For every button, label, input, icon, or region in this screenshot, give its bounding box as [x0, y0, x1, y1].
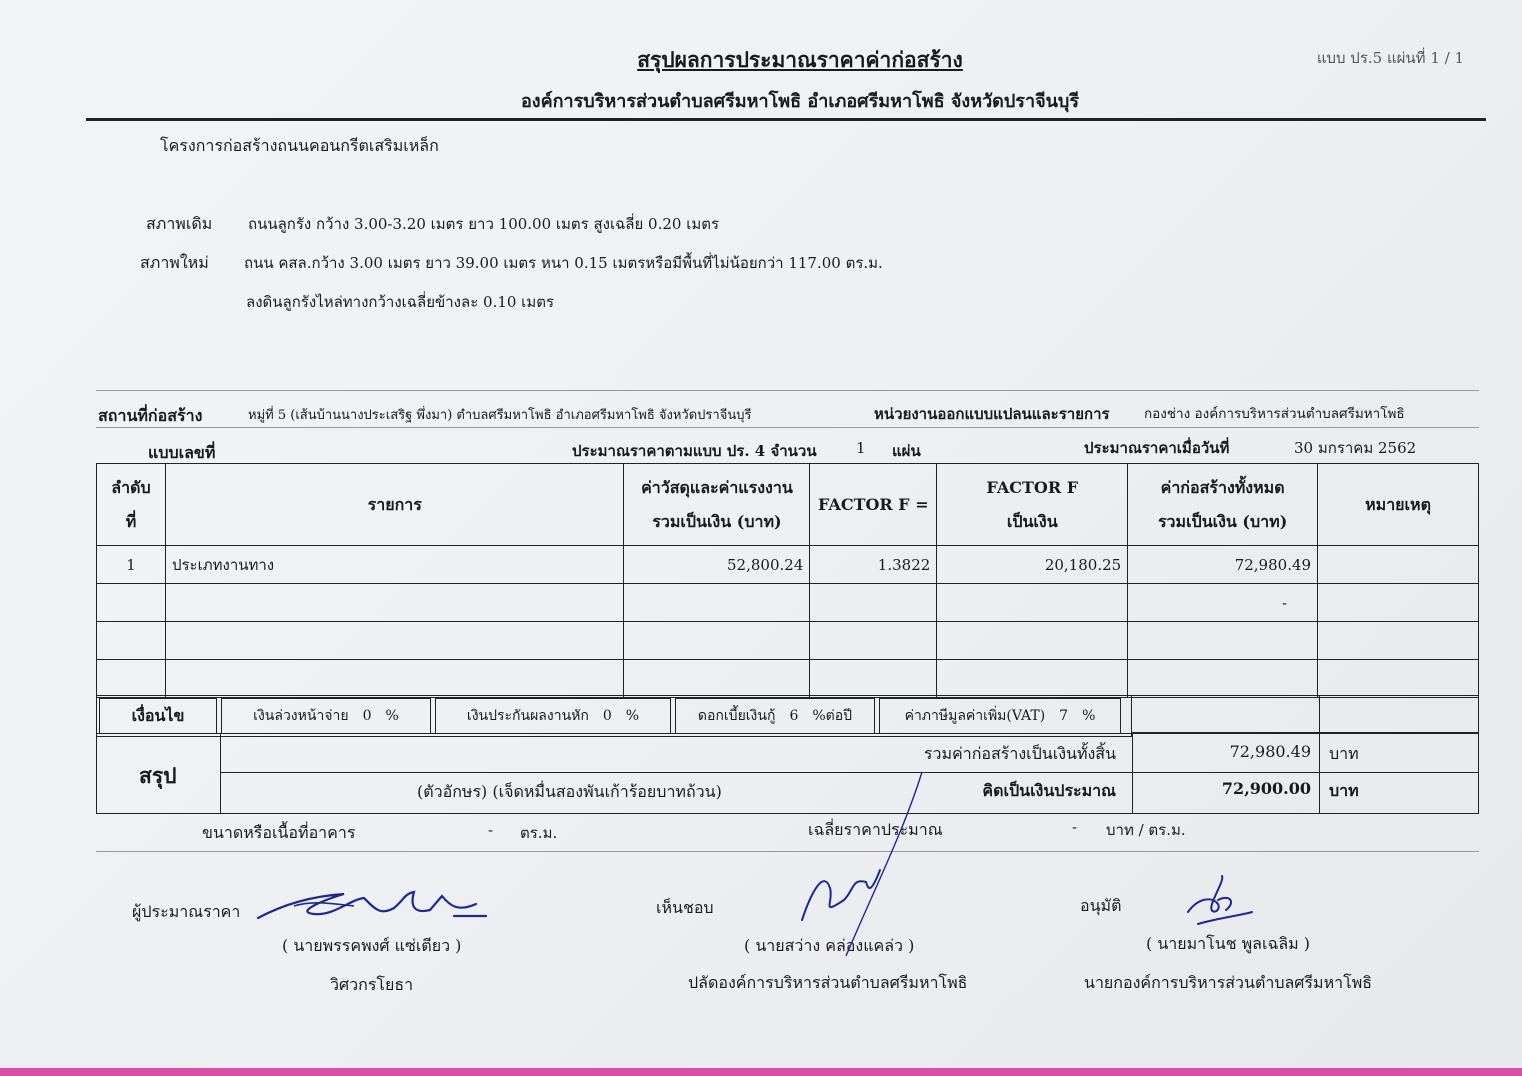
conditions-row [96, 695, 1132, 737]
col-header-total: ค่าก่อสร้างทั้งหมด รวมเป็นเงิน (บาท) [1128, 464, 1318, 546]
col-header-factor-money: FACTOR F เป็นเงิน [937, 464, 1128, 546]
row-item: ประเภทงานทาง [165, 546, 624, 584]
building-size-unit: ตร.ม. [520, 824, 558, 842]
drawing-no-label: แบบเลขที่ [148, 443, 216, 462]
estimator-label: ผู้ประมาณราคา [132, 902, 241, 921]
row-total: 72,980.49 [1128, 546, 1318, 584]
row-cost [624, 584, 810, 622]
row-factor: 1.3822 [810, 546, 937, 584]
site-label: สถานที่ก่อสร้าง [98, 406, 203, 425]
row-factor-money: 20,180.25 [937, 546, 1128, 584]
design-unit-value: กองช่าง องค์การบริหารส่วนตำบลศรีมหาโพธิ [1144, 406, 1405, 422]
row-factor-money [937, 660, 1128, 698]
new-condition-value-2: ลงดินลูกรังไหล่ทางกว้างเฉลี่ยข้างละ 0.10 เมตร [246, 293, 554, 311]
table-row [97, 622, 1479, 660]
building-size-value: - [488, 821, 494, 839]
design-unit-label: หน่วยงานออกแบบแปลนและรายการ [874, 405, 1110, 423]
old-condition-value: ถนนลูกรัง กว้าง 3.00-3.20 เมตร ยาว 100.00 เมตร สูงเฉลี่ย 0.20 เมตร [248, 215, 720, 233]
row-no [97, 584, 166, 622]
row-total [1128, 660, 1318, 698]
col-header-item: รายการ [165, 464, 624, 546]
approx-value: 72,900.00 [1221, 779, 1311, 798]
approve-title: นายกองค์การบริหารส่วนตำบลศรีมหาโพธิ [1084, 973, 1373, 992]
row-remark [1318, 622, 1479, 660]
row-factor [810, 584, 937, 622]
col-header-factor: FACTOR F = [810, 464, 937, 546]
col-header-cost: ค่าวัสดุและค่าแรงงาน รวมเป็นเงิน (บาท) [624, 464, 810, 546]
table-row [97, 546, 1479, 584]
agree-label: เห็นชอบ [656, 898, 714, 917]
row-remark [1318, 584, 1479, 622]
old-condition-label: สภาพเดิม [146, 214, 213, 233]
date-value: 30 มกราคม 2562 [1294, 439, 1417, 457]
agree-name: ( นายสว่าง คล่องแคล่ว ) [744, 936, 915, 955]
estimator-signature [254, 886, 494, 926]
form-number: แบบ ปร.5 แผ่นที่ 1 / 1 [1316, 49, 1464, 67]
date-label: ประมาณราคาเมื่อวันที่ [1084, 439, 1230, 457]
retention: เงินประกันผลงานหัก 0 % [435, 698, 671, 734]
avg-price-value: - [1072, 818, 1078, 836]
conditions-label: เงื่อนไข [99, 698, 217, 734]
advance-payment: เงินล่วงหน้าจ่าย 0 % [221, 698, 431, 734]
approx-unit: บาท [1329, 781, 1359, 800]
vat: ค่าภาษีมูลค่าเพิ่ม(VAT) 7 % [879, 698, 1121, 734]
row-item [165, 584, 624, 622]
row-no [97, 660, 166, 698]
row-factor [810, 622, 937, 660]
approx-label: คิดเป็นเงินประมาณ [982, 781, 1116, 800]
site-divider [96, 427, 1479, 428]
page-title: สรุปผลการประมาณราคาค่าก่อสร้าง [637, 47, 963, 72]
approve-label: อนุมัติ [1080, 896, 1122, 915]
row-remark [1318, 546, 1479, 584]
summary-label: สรุป [139, 763, 177, 788]
row-item [165, 660, 624, 698]
row-factor [810, 660, 937, 698]
row-total [1128, 622, 1318, 660]
cost-table [96, 463, 1479, 698]
row-cost [624, 660, 810, 698]
row-cost [624, 622, 810, 660]
row-factor-money [937, 584, 1128, 622]
estimator-title: วิศวกรโยธา [330, 975, 414, 994]
row-total: - [1128, 584, 1318, 622]
header-rule [86, 118, 1486, 121]
conditions-empty-cells [1132, 695, 1479, 733]
new-condition-value: ถนน คสล.กว้าง 3.00 เมตร ยาว 39.00 เมตร หนา 0.15 เมตรหรือมีพื้นที่ไม่น้อยกว่า 117.00 ตร.ม. [244, 254, 883, 272]
total-label: รวมค่าก่อสร้างเป็นเงินทั้งสิ้น [923, 744, 1116, 763]
table-row [97, 584, 1479, 622]
section-divider [96, 390, 1479, 391]
new-condition-label: สภาพใหม่ [140, 253, 209, 272]
estimate-count: 1 [856, 439, 866, 457]
row-factor-money [937, 622, 1128, 660]
project-name: โครงการก่อสร้างถนนคอนกรีตเสริมเหล็ก [160, 136, 439, 155]
avg-price-label: เฉลี่ยราคาประมาณ [808, 820, 943, 839]
site-value: หมู่ที่ 5 (เส้นบ้านนางประเสริฐ พึ่งมา) ตำบลศรีมหาโพธิ อำเภอศรีมหาโพธิ จังหวัดปราจีนบุรี [248, 408, 752, 423]
table-header-row [97, 464, 1479, 546]
amount-in-words: (ตัวอักษร) (เจ็ดหมื่นสองพันเก้าร้อยบาทถ้วน) [417, 782, 722, 801]
estimate-label: ประมาณราคาตามแบบ ปร. 4 จำนวน [572, 442, 817, 460]
page-edge [0, 1068, 1522, 1076]
row-no [97, 622, 166, 660]
row-no: 1 [97, 546, 166, 584]
loan-interest: ดอกเบี้ยเงินกู้ 6 %ต่อปี [675, 698, 875, 734]
col-header-no: ลำดับ ที่ [97, 464, 166, 546]
row-remark [1318, 660, 1479, 698]
total-value: 72,980.49 [1229, 742, 1311, 761]
total-unit: บาท [1329, 744, 1359, 763]
estimator-name: ( นายพรรคพงศ์ แซ่เตียว ) [282, 936, 462, 955]
table-row [97, 660, 1479, 698]
approve-signature [1178, 872, 1268, 932]
avg-price-unit: บาท / ตร.ม. [1106, 821, 1186, 839]
building-size-label: ขนาดหรือเนื้อที่อาคาร [202, 823, 356, 842]
agree-title: ปลัดองค์การบริหารส่วนตำบลศรีมหาโพธิ [688, 973, 968, 992]
organization-line: องค์การบริหารส่วนตำบลศรีมหาโพธิ อำเภอศรีมหาโพธิ จังหวัดปราจีนบุรี [520, 91, 1080, 112]
row-item [165, 622, 624, 660]
row-cost: 52,800.24 [624, 546, 810, 584]
col-header-remark: หมายเหตุ [1318, 464, 1479, 546]
approve-name: ( นายมาโนช พูลเฉลิม ) [1146, 934, 1311, 953]
agree-signature [784, 770, 934, 960]
estimate-unit: แผ่น [892, 442, 921, 460]
